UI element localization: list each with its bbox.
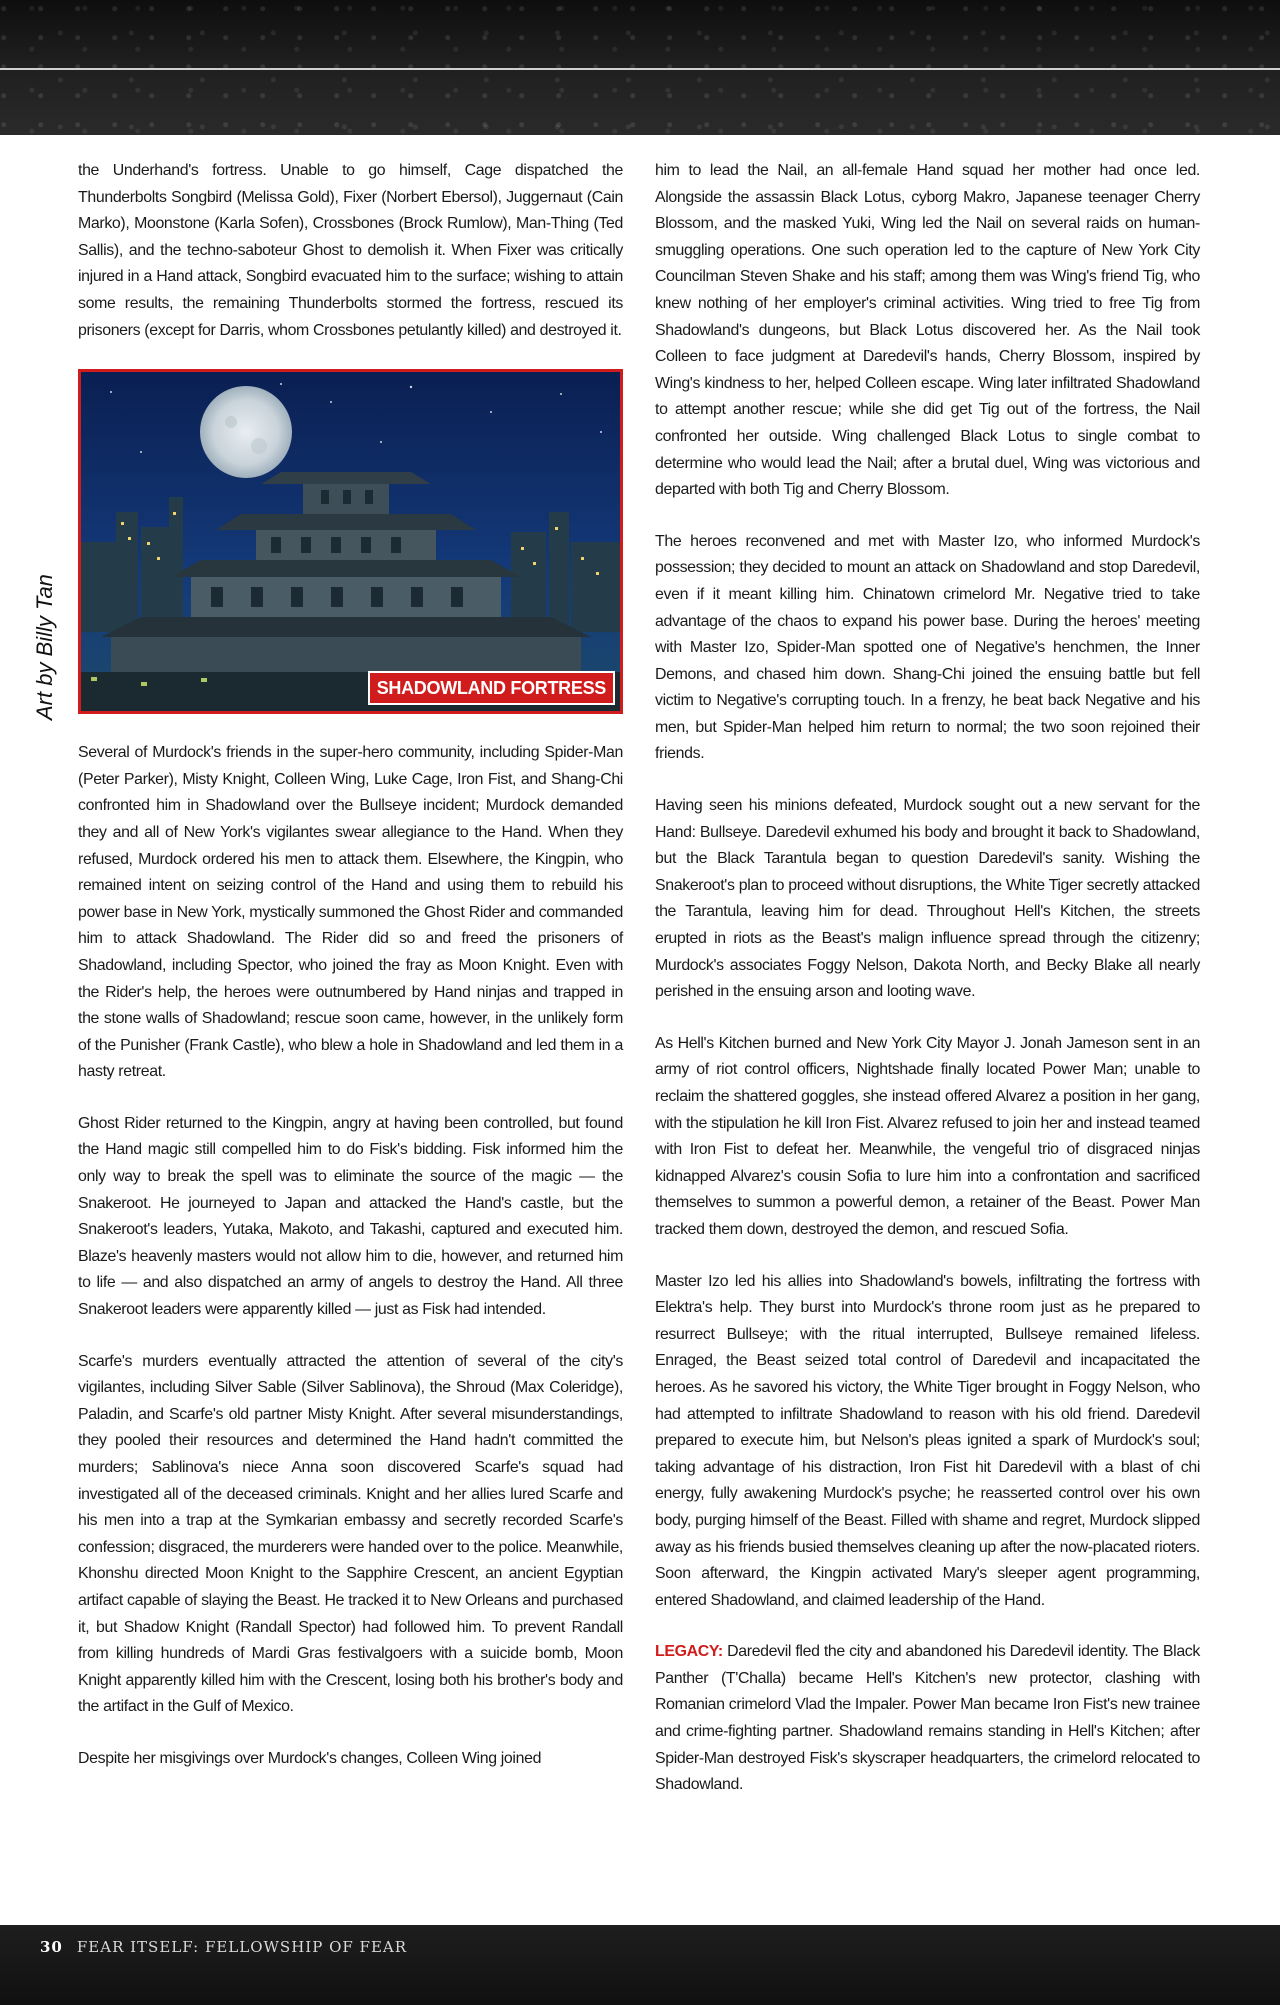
figure-caption: SHADOWLAND FORTRESS (368, 671, 615, 706)
right-column (655, 158, 1200, 1824)
shadowland-artwork (81, 372, 620, 711)
header-rule (0, 68, 1280, 70)
left-paragraph-2: Several of Murdock's friends in the super-hero community, including Spider-Man (Peter Parker), Misty Knight, Colleen Wing, Luke Cage, Iron Fist, and Shang-Chi confronted him in Shadowland over the Bullseye incident; Murdock demanded they and all of New York's vigilantes swear allegiance to the Hand. When they refused, Murdock ordered his men to attack them. Elsewhere, the Kingpin, who remained intent on seizing control of the Hand and using them to rebuild his power base in New York, mystically summoned the Ghost Rider and commanded him to attack Shadowland. The Rider did so and freed the prisoners of Shadowland, including Spector, who joined the fray as Moon Knight. Even with the Rider's help, the heroes were outnumbered by Hand ninjas and trapped in the stone walls of Shadowland; rescue soon came, however, in the unlikely form of the Punisher (Frank Castle), who blew a hole in Shadowland and led them in a hasty retreat. (78, 744, 623, 1081)
left-column (78, 158, 623, 1798)
left-paragraph-4: Scarfe's murders eventually attracted the attention of several of the city's vigilantes, including Silver Sable (Silver Sablinova), the Shroud (Max Coleridge), Paladin, and Scarfe's old partner Misty Knight. After several misunderstandings, they pooled their resources and determined the Hand hadn't committed the murders; Sablinova's niece Anna soon discovered Scarfe's squad had investigated all of the deceased criminals. Knight and her allies lured Scarfe and his men into a trap at the Symkarian embassy and secretly recorded Scarfe's confession; disgraced, the murderers were handed over to the police. Meanwhile, Khonshu directed Moon Knight to the Sapphire Crescent, an ancient Egyptian artifact capable of slaying the Beast. He tracked it to New Orleans and purchased it, but Shadow Knight (Randall Spector) had followed him. To prevent Randall from killing hundreds of Mardi Gras festivalgoers with a suicide bomb, Moon Knight apparently killed him with the Crescent, losing both his brother's body and the artifact in the Gulf of Mexico. (78, 1352, 623, 1716)
legacy-text: Daredevil fled the city and abandoned his Daredevil identity. The Black Panther (T'Challa) became Hell's Kitchen's new protector, clashing with Romanian crimelord Vlad the Impaler. Power Man became Iron Fist's new trainee and crime-fighting partner. Shadowland remains standing in Hell's Kitchen; after Spider-Man destroyed Fisk's skyscraper headquarters, the crimelord relocated to Shadowland. (655, 1643, 1200, 1794)
right-paragraph-5: Master Izo led his allies into Shadowland's bowels, infiltrating the fortress with Elektra's help. They burst into Murdock's throne room just as he prepared to resurrect Bullseye; with the ritual interrupted, Bullseye remained lifeless. Enraged, the Beast seized total control of Daredevil and incapacitated the heroes. As he savored his victory, the White Tiger brought in Foggy Nelson, who had attempted to infiltrate Shadowland to reason with his old friend. Daredevil prepared to execute him, but Nelson's pleas ignited a spark of Murdock's soul; taking advantage of his distraction, Iron Fist hit Daredevil with a blast of chi energy, fully awakening Murdock's psyche; he reasserted control over his own body, purging himself of the Beast. Filled with shame and regret, Murdock slipped away as his friends busied themselves cleaning up after the now-placated rioters. Soon afterward, the Kingpin activated Mary's sleeper agent programming, entered Shadowland, and claimed leadership of the Hand. (655, 1272, 1200, 1609)
page-number: 30 (40, 1938, 63, 1956)
right-paragraph-4: As Hell's Kitchen burned and New York City Mayor J. Jonah Jameson sent in an army of riot control officers, Nightshade finally located Power Man; unable to reclaim the shattered goggles, she instead offered Alvarez a position in her gang, with the stipulation he kill Iron Fist. Alvarez refused to join her and instead teamed with Iron Fist to defeat her. Meanwhile, the vengeful trio of disgraced ninjas kidnapped Alvarez's cousin Sofia to lure him into a confrontation and sacrificed themselves to summon a powerful demon, a retainer of the Beast. Power Man tracked them down, destroyed the demon, and rescued Sofia. (655, 1034, 1200, 1238)
left-paragraph-3: Ghost Rider returned to the Kingpin, angry at having been controlled, but found the Hand magic still compelled him to do Fisk's bidding. Fisk informed him the only way to break the spell was to eliminate the source of the magic — the Snakeroot. He journeyed to Japan and attacked the Hand's castle, but the Snakeroot's leaders, Yutaka, Makoto, and Takashi, captured and executed him. Blaze's heavenly masters would not allow him to die, however, and returned him to life — and also dispatched an army of angels to destroy the Hand. All three Snakeroot leaders were apparently killed — just as Fisk had intended. (78, 1114, 623, 1319)
right-paragraph-2: The heroes reconvened and met with Master Izo, who informed Murdock's possession; they decided to mount an attack on Shadowland and stop Daredevil, even if it meant killing him. Chinatown crimelord Mr. Negative tried to take advantage of the chaos to expand his power base. During the heroes' meeting with Master Izo, Spider-Man spotted one of Negative's henchmen, the Inner Demons, and chased him down. Shang-Chi joined the ensuing battle but fell victim to Negative's corrupting touch. In a frenzy, he beat back Negative and his men, but Spider-Man helped him return to normal; the two soon rejoined their friends. (655, 532, 1200, 763)
shadowland-illustration (78, 369, 623, 714)
legacy-label: LEGACY: (655, 1643, 723, 1661)
right-paragraph-3: Having seen his minions defeated, Murdock sought out a new servant for the Hand: Bullseye. Daredevil exhumed his body and brought it back to Shadowland, but the Black Tarantula began to question Daredevil's sanity. Wishing the Snakeroot's plan to proceed without disruptions, the White Tiger secretly attacked the Tarantula, leaving him for dead. Throughout Hell's Kitchen, the streets erupted in riots as the Beast's malign influence spread through the citizenry; Murdock's associates Foggy Nelson, Dakota North, and Becky Blake all nearly perished in the ensuing arson and looting wave. (655, 797, 1200, 1001)
right-paragraph-1: him to lead the Nail, an all-female Hand squad her mother had once led. Alongside the assassin Black Lotus, cyborg Makro, Japanese teenager Cherry Blossom, and the masked Yuki, Wing led the Nail on several raids on human-smuggling operations. One such operation led to the capture of New York City Councilman Steven Shake and his staff; among them was Wing's friend Tig, who knew nothing of her employer's criminal activities. Wing tried to free Tig from Shadowland's dungeons, but Black Lotus discovered her. As the Nail took Colleen to face judgment at Daredevil's hands, Cherry Blossom, inspired by Wing's kindness to her, helped Colleen escape. Wing later infiltrated Shadowland to attempt another rescue; while she did get Tig out of the fortress, the Nail confronted her outside. Wing challenged Black Lotus to single combat to determine who would lead the Nail; after a brutal duel, Wing was victorious and departed with both Tig and Cherry Blossom. (655, 162, 1200, 499)
legacy-paragraph (655, 1639, 1200, 1799)
page-folio (40, 1938, 407, 1956)
book-title: FEAR ITSELF: FELLOWSHIP OF FEAR (76, 1938, 408, 1956)
page-footer-band (0, 1925, 1280, 2005)
left-paragraph-1: the Underhand's fortress. Unable to go himself, Cage dispatched the Thunderbolts Songbird (Melissa Gold), Fixer (Norbert Ebersol), Juggernaut (Cain Marko), Moonstone (Karla Sofen), Crossbones (Brock Rumlow), Man-Thing (Ted Sallis), and the techno-saboteur Ghost to demolish it. When Fixer was critically injured in a Hand attack, Songbird evacuated him to the surface; wishing to attain some results, the remaining Thunderbolts stormed the fortress, rescued its prisoners (except for Darris, whom Crossbones petulantly killed) and destroyed it. (78, 162, 623, 339)
left-paragraph-5: Despite her misgivings over Murdock's changes, Colleen Wing joined (78, 1749, 542, 1767)
